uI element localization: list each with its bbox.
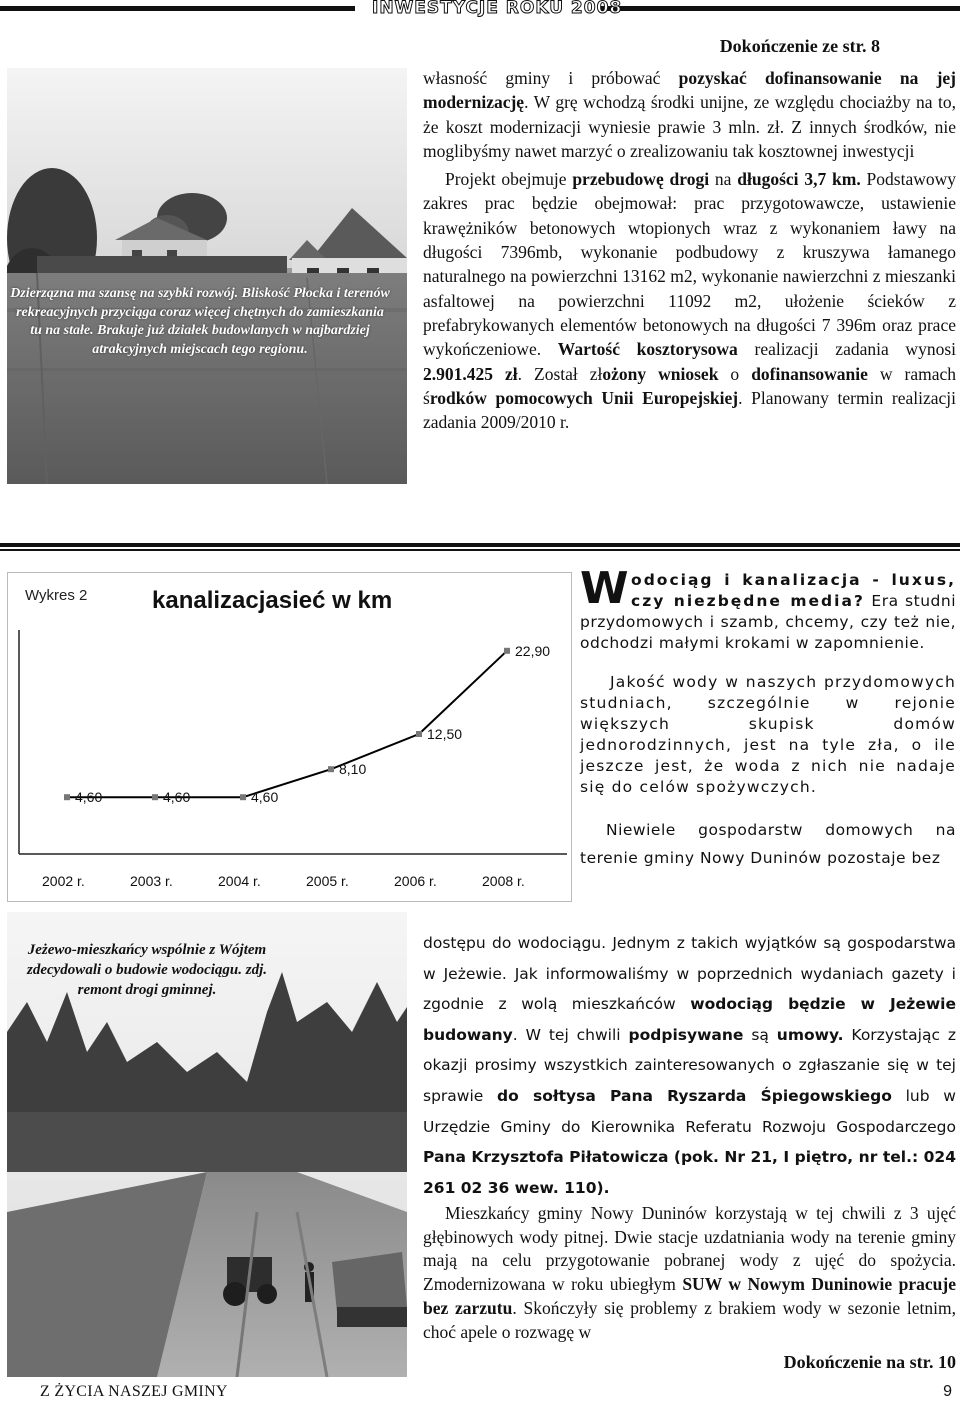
text-run-bold: Pana Krzysztofa Piłatowicza (pok. Nr 21, I piętro, nr tel.: 024 261 02 36 wew. 110).: [423, 1148, 956, 1197]
section-title: INWESTYCJE ROKU 2008: [372, 0, 623, 18]
water-article-continued: [423, 928, 956, 1203]
road-article: [423, 66, 956, 438]
text-run: . Został zł: [517, 363, 603, 384]
water-article-paragraph: [423, 1202, 956, 1344]
section-divider-thin: [0, 549, 960, 551]
text-run: realizacji zadania wynosi: [737, 339, 956, 360]
text-run: Korzystając z okazji prosimy wszystkich zainteresowanych o zgłaszanie się w tej sprawie: [423, 1025, 956, 1105]
water-article-paragraph: Niewiele gospodarstw domowych na terenie gminy Nowy Duninów pozostaje bez: [580, 821, 956, 867]
text-run-bold: podpisywane: [628, 1025, 744, 1044]
text-run-bold: wodociąg będzie w Jeżewie budowany: [423, 995, 956, 1044]
text-run: Mieszkańcy gminy Nowy Duninów korzystają w tej chwili z 3 ujęć głębinowych wody pitnej. Dwie stacje uzdatniania wody na terenie gminy mają na celu przygotowanie pobranej wody z ujęć do spożycia. Zmodernizowana w roku ubiegłym: [423, 1203, 956, 1295]
photo-road-works-caption: Jeżewo-mieszkańcy wspólnie z Wójtem zdecydowali o budowie wodociągu. zdj. remont drogi gminnej.: [27, 942, 267, 998]
section-divider: [0, 543, 960, 547]
chart-label: Wykres 2: [25, 587, 88, 604]
text-run: Projekt obejmuje: [445, 169, 573, 190]
text-run-bold: przebudowę drogi: [572, 169, 710, 190]
data-label: 12,50: [427, 726, 463, 742]
text-run-bold: do sołtysa Pana Ryszarda Śpiegowskiego: [497, 1086, 892, 1105]
x-tick-label: 2006 r.: [394, 873, 437, 889]
text-run: własność gminy i próbować: [423, 68, 679, 88]
continued-from-note: Dokończenie ze str. 8: [719, 36, 880, 56]
data-point: [416, 731, 422, 737]
data-point: [152, 794, 158, 800]
text-run-bold: umowy.: [776, 1025, 844, 1044]
header-rule-left: [0, 6, 355, 11]
text-run: w ramach ś: [423, 363, 957, 408]
publication-name: Z ŻYCIA NASZEJ GMINY: [40, 1383, 228, 1400]
data-point: [64, 794, 70, 800]
text-run: . W tej chwili: [512, 1025, 629, 1044]
drop-cap: W: [580, 563, 630, 614]
text-run-bold: 2.901.425 zł: [423, 363, 518, 384]
header-rule-right: [600, 6, 960, 11]
text-run-bold: dofinansowanie: [751, 363, 868, 384]
x-tick-label: 2003 r.: [130, 873, 173, 889]
text-run: . W grę wchodzą środki unijne, ze względu chociażby na to, że koszt modernizacji wyniesie prawie 3 mln. zł. Z innych środków, nie moglibyśmy nawet marzyć o zrealizowaniu tak kosztownej inwestycji: [423, 92, 956, 161]
text-run: . Planowany termin realizacji zadania 2009/2010 r.: [423, 387, 956, 433]
road-article-paragraph: [423, 167, 956, 434]
series-line: [67, 651, 507, 797]
road-article-paragraph: [423, 66, 956, 163]
text-run: na: [709, 169, 738, 190]
text-run-bold: SUW w Nowym Duninowie pracuje bez zarzutu: [423, 1274, 956, 1318]
data-label: 4,60: [251, 789, 279, 806]
text-run-bold: pozyskać dofinansowanie na jej modernizację: [423, 68, 956, 113]
water-article-intro: [580, 563, 956, 654]
x-tick-label: 2002 r.: [42, 873, 85, 889]
photo-houses-caption: Dzierzązna ma szansę na szybki rozwój. Bliskość Płocka i terenów rekreacyjnych przyciąga coraz więcej chętnych do zamieszkania tu na stałe. Brakuje już działek budowlanych w najbardziej atrakcyjnych miejscach tego regionu.: [10, 286, 390, 357]
chart-title: kanalizacjasieć w km: [152, 587, 393, 614]
data-point: [328, 766, 334, 772]
data-label: 8,10: [339, 761, 367, 778]
data-label: 22,90: [515, 642, 551, 659]
text-run: Podstawowy zakres prac będzie obejmował: prac przygotowawcze, ustawienie krawężników betonowych wtopionych wraz z wykonaniem ławy na długości 7396mb, wykonanie podbudowy z kruszywa łamanego naturalnego na powierzchni 13162 m2, wykonanie nawierzchni z mieszanki asfaltowej na powierzchni 11092 m2, ułożenie ścieków z prefabrykowanych elementów betonowych na długości 7 396m oraz prace wykończeniowe.: [423, 169, 957, 360]
data-point: [240, 794, 246, 800]
text-run: Era studni przydomowych i szamb, chcemy, czy też nie, odchodzi małymi krokami w zapomnienie.: [580, 592, 956, 652]
x-tick-label: 2004 r.: [218, 873, 261, 889]
text-run: dostępu do wodociągu. Jednym z takich wyjątków są gospodarstwa w Jeżewie. Jak informowaliśmy w poprzednich wydaniach gazety i zgodnie z wolą mieszkańców: [423, 934, 956, 1014]
text-run: są: [743, 1025, 777, 1044]
text-run: o: [718, 363, 752, 384]
photo-houses-image: [7, 68, 407, 484]
photo-houses: [7, 68, 407, 484]
text-run-bold: ożony wniosek: [602, 363, 719, 384]
data-point: [504, 648, 510, 654]
text-run-bold: Wartość kosztorysowa: [557, 339, 738, 360]
text-run: . Skończyły się problemy z brakiem wody w sezonie letnim, choć apele o rozwagę w: [423, 1297, 956, 1342]
text-run-bold: długości 3,7 km.: [737, 169, 861, 190]
page-number: 9: [943, 1383, 952, 1400]
sewer-network-chart: [7, 572, 572, 902]
water-article-paragraph: Jakość wody w naszych przydomowych studniach, szczególnie w rejonie większych skupisk domów jednorodzinnych, jest na tyle zła, o ile jeszcze jest, że woda z nich nie nadaje się do celów spożywczych.: [580, 673, 956, 796]
data-label: 4,60: [163, 789, 191, 806]
text-run-bold: rodków pomocowych Unii Europejskiej: [429, 387, 739, 408]
text-run: lub w Urzędzie Gminy do Kierownika Referatu Rozwoju Gospodarczego: [423, 1086, 956, 1136]
data-label: 4,60: [75, 789, 103, 806]
x-tick-label: 2008 r.: [482, 873, 525, 889]
water-article: [580, 563, 956, 890]
x-tick-label: 2005 r.: [306, 873, 349, 889]
water-article-heading: odociąg i kanalizacja - luxus, czy niezbędne media?: [631, 571, 956, 610]
continued-on-note: Dokończenie na str. 10: [783, 1352, 956, 1372]
